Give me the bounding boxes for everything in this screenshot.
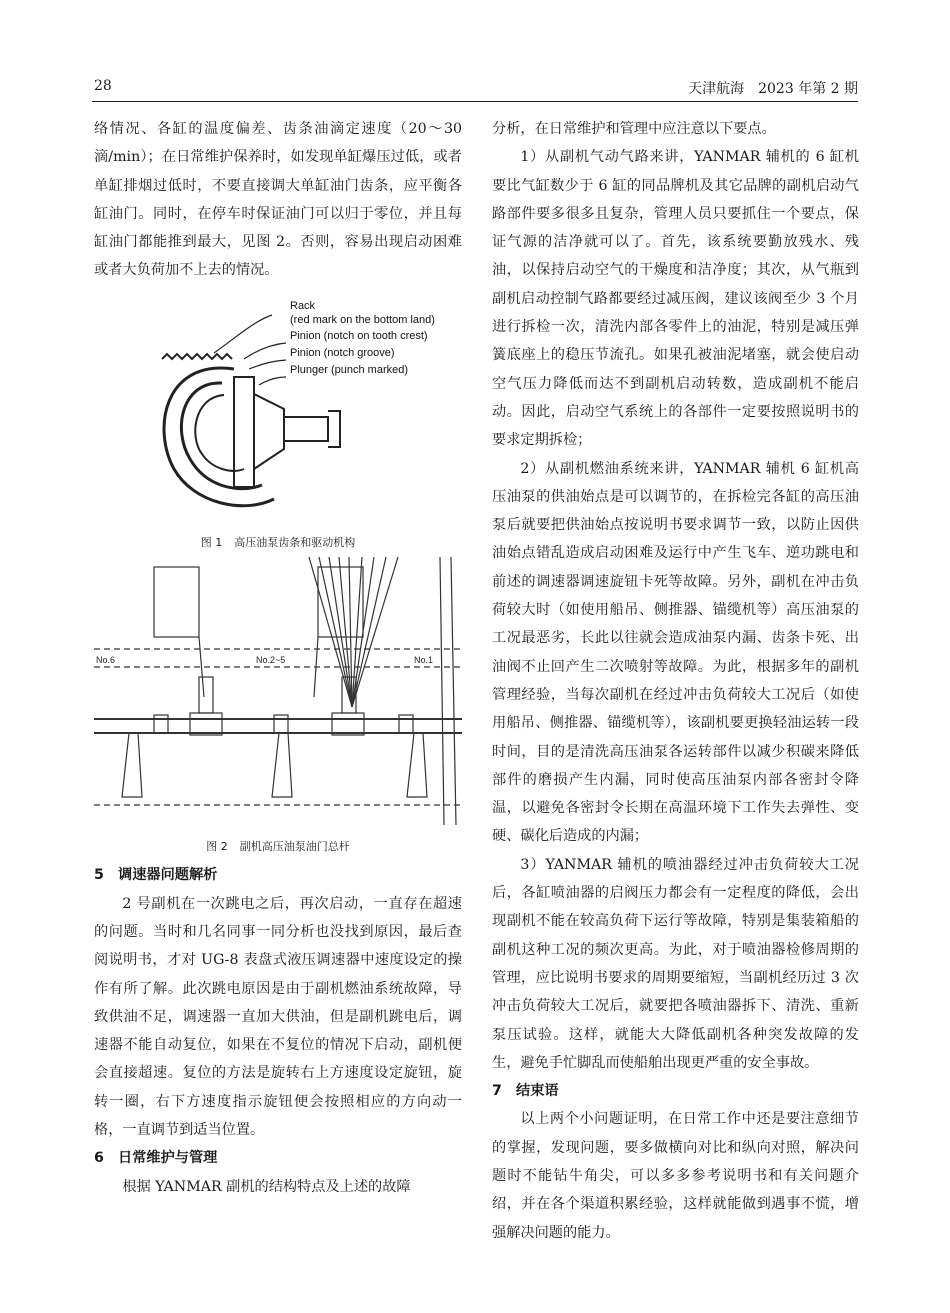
- intro-paragraph: 络情况、各缸的温度偏差、齿条油滴定速度（20～30 滴/min）；在日常维护保养时，如发现单缸爆压过低，或者单缸排烟过低时，不要直接调大单缸油门齿条，应平衡各缸油门。同时，在停车时保证油门可以归于零位，并且每缸油门都能推到最大，见图 2。否则，容易出现启动困难或者大负荷加不上去的情况。: [94, 121, 462, 279]
- section-6-paragraph: 根据 YANMAR 副机的结构特点及上述的故障: [122, 1178, 411, 1195]
- left-column: [94, 115, 462, 1201]
- fig2-label-no1: No.1: [414, 655, 434, 666]
- section-7-paragraph: 以上两个小问题证明，在日常工作中还是要注意细节的掌握，发现问题，要多做横向对比和纵向对照，解决问题时不能钻牛角尖，可以多多参考说明书和有关问题介绍，并在各个渠道积累经验，这样就能做到遇事不慌，增强解决问题的能力。: [492, 1111, 859, 1241]
- section-7-title: 结束语: [516, 1083, 559, 1100]
- fig1-label-pinion1: Pinion (notch on tooth crest): [290, 329, 428, 342]
- figure-2-title: 副机高压油泵油门总杆: [239, 840, 350, 854]
- section-7-number: 7: [492, 1083, 502, 1100]
- fig1-label-plunger: Plunger (punch marked): [290, 363, 409, 376]
- fig1-label-rack: Rack: [290, 299, 316, 312]
- page-number: 28: [94, 78, 112, 94]
- continuation-paragraph: 分析，在日常维护和管理中应注意以下要点。: [492, 121, 776, 137]
- right-column: [492, 115, 859, 1247]
- point-3-paragraph: 3）YANMAR 辅机的喷油器经过冲击负荷较大工况后，各缸喷油器的启阀压力都会有一定程度的降低，会出现副机不能在较高负荷下运行等故障，特别是集装箱船的副机这种工况的频次更高。为此，对于喷油器检修周期的管理，应比说明书要求的周期要缩短，当副机经历过 3 次冲击负荷较大工况后，就要把各喷油器拆下、清洗、重新泵压试验。这样，就能大大降低副机各种突发故障的发生，避免手忙脚乱而使船舶出现更严重的安全事故。: [492, 856, 859, 1071]
- section-6-title: 日常维护与管理: [118, 1150, 218, 1167]
- section-5-heading: [94, 861, 462, 889]
- fig2-label-no6: No.6: [96, 655, 116, 666]
- figure-2: [94, 557, 462, 857]
- point-2-paragraph: 2）从副机燃油系统来讲，YANMAR 辅机 6 缸机高压油泵的供油始点是可以调节的，在拆检完各缸的高压油泵后就要把供油始点按说明书要求调节一致，以防止因供油始点错乱造成启动困难及运行中产生飞车、逆功跳电和前述的调速器调速旋钮卡死等故障。另外，副机在冲击负荷较大时（如使用船吊、侧推器、锚缆机等）高压油泵的工况最恶劣，长此以往就会造成油泵内漏、齿条卡死、出油阀不止回产生二次喷射等故障。为此，根据多年的副机管理经验，当每次副机在经过冲击负荷较大工况后（如使用船吊、侧推器、锚缆机等），该副机要更换轻油运转一段时间，目的是清洗高压油泵各运转部件以减少积碳来降低部件的磨损产生内漏，同时使高压油泵内部各密封令降温，以避免各密封令长期在高温环境下工作失去弹性、变硬、碳化后造成的内漏；: [492, 460, 859, 845]
- figure-2-number: 图 2: [206, 840, 228, 854]
- journal-header: 天津航海 2023 年第 2 期: [688, 81, 858, 97]
- fig1-label-rack-note: (red mark on the bottom land): [290, 313, 435, 326]
- section-6-heading: [94, 1144, 462, 1172]
- fig2-label-no25: No.2~5: [256, 655, 286, 666]
- fig1-rack-pinion-drawing: [94, 299, 462, 521]
- section-5-paragraph: 2 号副机在一次跳电之后，再次启动，一直存在超速的问题。当时和几名同事一同分析也没找到原因，最后查阅说明书，才对 UG-8 表盘式液压调速器中速度设定的操作有所了解。此次跳电原因是由于副机燃油系统故障，导致供油不足，调速器一直加大供油，但是副机跳电后，调速器不能自动复位，如果在不复位的情况下启动，副机便会直接超速。复位的方法是旋转右上方速度设定旋钮，旋转一圈，右下方速度指示旋钮便会按照相应的方向动一格，一直调节到适当位置。: [94, 895, 462, 1139]
- figure-2-caption: [94, 837, 462, 857]
- figure-1-title: 高压油泵齿条和驱动机构: [234, 536, 356, 550]
- section-5-number: 5: [94, 867, 104, 884]
- fig1-label-pinion2: Pinion (notch groove): [290, 346, 395, 359]
- figure-1: [94, 299, 462, 553]
- point-1-paragraph: 1）从副机气动气路来讲，YANMAR 辅机的 6 缸机要比气缸数少于 6 缸的同品牌机及其它品牌的副机启动气路部件要多很多且复杂，管理人员只要抓住一个要点，保证气源的洁净就可以了。首先，该系统要勤放残水、残油，以保持启动空气的干燥度和洁净度；其次，从气瓶到副机启动控制气路都要经过减压阀，建议该阀至少 3 个月进行拆检一次，清洗内部各零件上的油泥，特别是减压弹簧底座上的稳压节流孔。如果孔被油泥堵塞，就会使启动空气压力降低而达不到副机启动转数，造成副机不能启动。因此，启动空气系统上的各部件一定要按照说明书的要求定期拆检；: [492, 149, 859, 449]
- fig2-fuel-rack-drawing: [94, 557, 462, 825]
- header-rule: [92, 101, 858, 102]
- figure-1-caption: [94, 533, 462, 553]
- section-5-title: 调速器问题解析: [118, 867, 218, 884]
- section-6-number: 6: [94, 1150, 104, 1167]
- section-7-heading: [492, 1077, 859, 1105]
- figure-1-number: 图 1: [200, 536, 223, 550]
